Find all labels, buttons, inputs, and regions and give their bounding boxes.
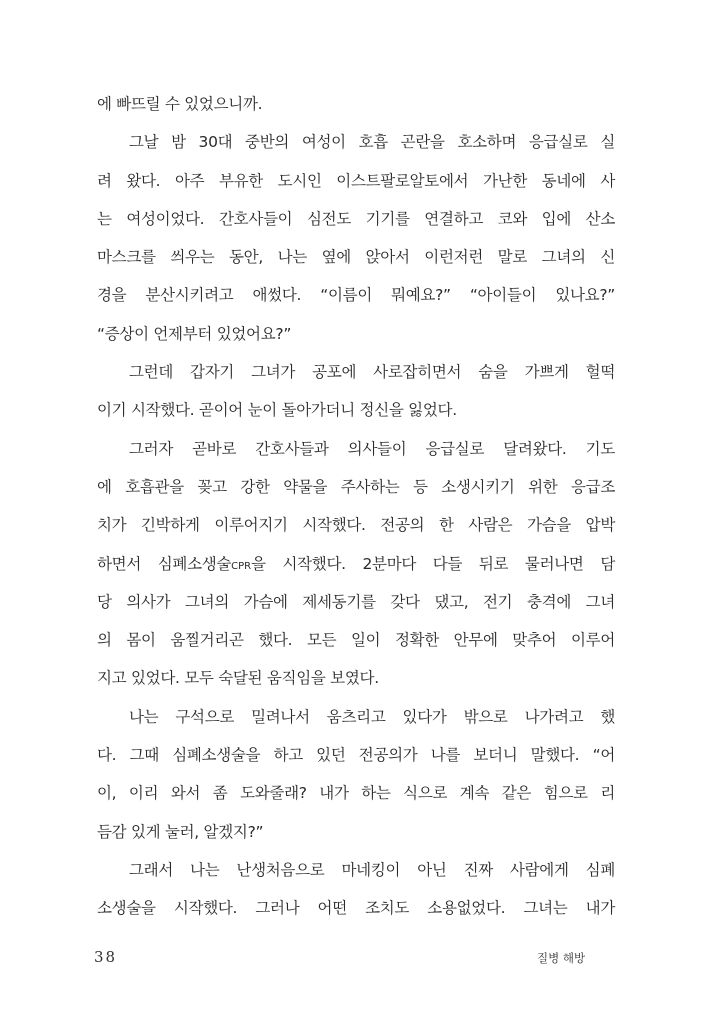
text-line: “증상이 언제부터 있었어요?” bbox=[97, 324, 292, 343]
running-title: 질병 해방 bbox=[537, 951, 586, 965]
text-line: 에 호흡관을 꽂고 강한 약물을 주사하는 등 소생시키기 위한 응급조 bbox=[97, 477, 615, 496]
text-line: 듬감 있게 눌러, 알겠지?” bbox=[97, 822, 264, 841]
text-segment: 하면서 심폐소생술 bbox=[97, 554, 232, 573]
text-line: 그래서 나는 난생처음으로 마네킹이 아닌 진짜 사람에게 심폐 bbox=[129, 860, 615, 879]
text-line: 그러자 곧바로 간호사들과 의사들이 응급실로 달려왔다. 기도 bbox=[129, 439, 615, 458]
text-line: 나는 구석으로 밀려나서 움츠리고 있다가 밖으로 나가려고 했 bbox=[129, 707, 615, 726]
text-line: 당 의사가 그녀의 가슴에 제세동기를 갖다 댔고, 전기 충격에 그녀 bbox=[97, 592, 615, 611]
text-line: 경을 분산시키려고 애썼다. “이름이 뭐예요?” “아이들이 있나요?” bbox=[97, 286, 615, 305]
cpr-abbreviation: CPR bbox=[231, 560, 252, 572]
text-line: 의 몸이 움찔거리곤 했다. 모든 일이 정확한 안무에 맞추어 이루어 bbox=[97, 631, 615, 650]
text-line: 소생술을 시작했다. 그러나 어떤 조치도 소용없었다. 그녀는 내가 bbox=[97, 899, 615, 918]
text-line: 다. 그때 심폐소생술을 하고 있던 전공의가 나를 보더니 말했다. “어 bbox=[97, 746, 615, 765]
text-line: 그날 밤 30대 중반의 여성이 호흡 곤란을 호소하며 응급실로 실 bbox=[129, 133, 615, 152]
text-line: 에 빠뜨릴 수 있었으니까. bbox=[97, 95, 263, 113]
text-line: 는 여성이었다. 간호사들이 심전도 기기를 연결하고 코와 입에 산소 bbox=[97, 209, 615, 228]
text-line: 치가 긴박하게 이루어지기 시작했다. 전공의 한 사람은 가슴을 압박 bbox=[97, 516, 615, 535]
text-line bbox=[97, 545, 615, 583]
text-line: 마스크를 씌우는 동안, 나는 옆에 앉아서 이런저런 말로 그녀의 신 bbox=[97, 248, 615, 267]
text-line: 이, 이리 와서 좀 도와줄래? 내가 하는 식으로 계속 같은 힘으로 리 bbox=[97, 784, 615, 803]
page-number: 38 bbox=[94, 948, 118, 966]
text-line: 이기 시작했다. 곧이어 눈이 돌아가더니 정신을 잃었다. bbox=[97, 401, 457, 420]
page-body bbox=[97, 85, 615, 928]
text-segment: 을 시작했다. 2분마다 다들 뒤로 물러나면 담 bbox=[251, 554, 615, 573]
text-line: 려 왔다. 아주 부유한 도시인 이스트팔로알토에서 가난한 동네에 사 bbox=[97, 171, 615, 190]
text-line: 지고 있었다. 모두 숙달된 움직임을 보였다. bbox=[97, 669, 379, 688]
text-line: 그런데 갑자기 그녀가 공포에 사로잡히면서 숨을 가쁘게 헐떡 bbox=[129, 363, 615, 382]
